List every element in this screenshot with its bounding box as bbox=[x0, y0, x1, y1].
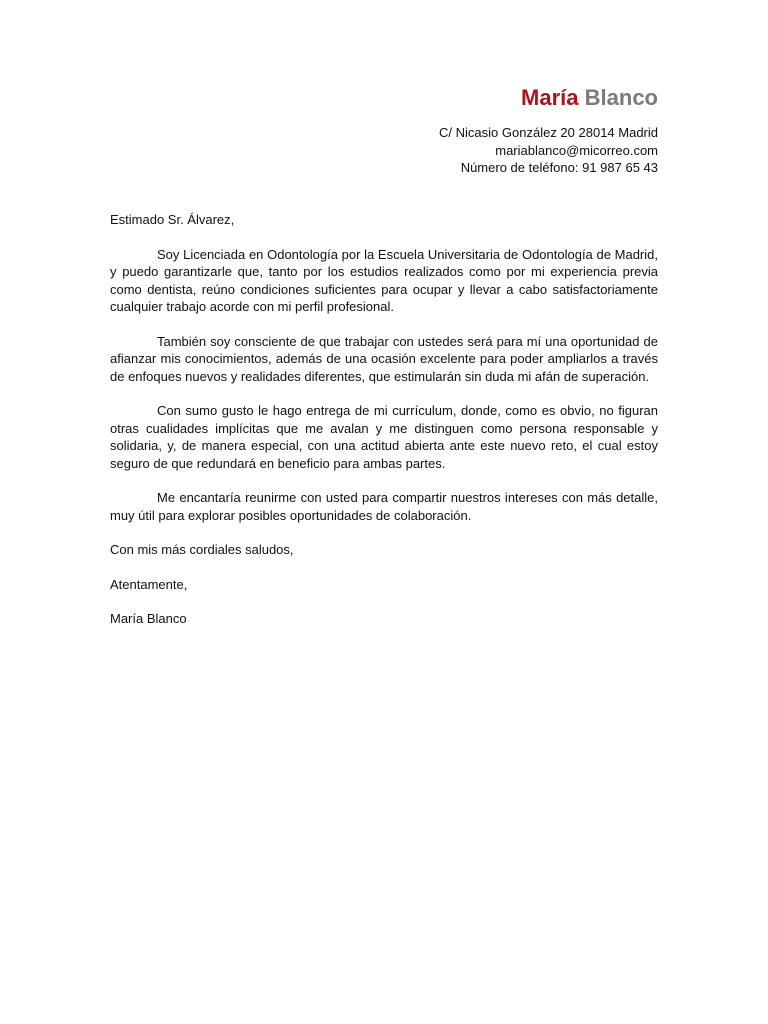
sender-first-name: María bbox=[521, 85, 579, 110]
sender-phone: Número de teléfono: 91 987 65 43 bbox=[460, 160, 658, 175]
letter-paragraph-2: También soy consciente de que trabajar con ustedes será para mí una oportunidad de afianzar mis conocimientos, además de una ocasión excelente para poder ampliarlos a través de enfoques nuevos y realidades diferentes, que estimularán sin duda mi afán de superación. bbox=[110, 333, 658, 384]
sender-name bbox=[439, 84, 658, 112]
letter-paragraph-1: Soy Licenciada en Odontología por la Escuela Universitaria de Odontología de Madrid, y puedo garantizarle que, tanto por los estudios realizados como por mi experiencia previa como dentista, reúno condiciones suficientes para ocupar y llevar a cabo satisfactoriamente cualquier trabajo acorde con mi perfil profesional. bbox=[110, 246, 658, 314]
sender-address: C/ Nicasio González 20 28014 Madrid bbox=[439, 125, 658, 140]
sender-email: mariablanco@micorreo.com bbox=[495, 142, 658, 158]
letter-sign-off: Atentamente, bbox=[110, 576, 188, 592]
letter-regards: Con mis más cordiales saludos, bbox=[110, 542, 294, 557]
letter-greeting: Estimado Sr. Álvarez, bbox=[110, 212, 235, 227]
letter-signature: María Blanco bbox=[110, 611, 187, 626]
sender-last-name: Blanco bbox=[584, 85, 658, 110]
letter-body bbox=[110, 211, 658, 645]
letterhead bbox=[439, 84, 658, 177]
letter-paragraph-3: Con sumo gusto le hago entrega de mi currículum, donde, como es obvio, no figuran otras cualidades implícitas que me avalan y me distinguen como persona responsable y solidaria, y, de manera especial, con una actitud abierta ante este nuevo reto, el cual estoy seguro de que redundará en beneficio para ambas partes. bbox=[110, 403, 658, 471]
letter-paragraph-4: Me encantaría reunirme con usted para compartir nuestros intereses con más detalle, muy útil para explorar posibles oportunidades de colaboración. bbox=[110, 490, 658, 523]
